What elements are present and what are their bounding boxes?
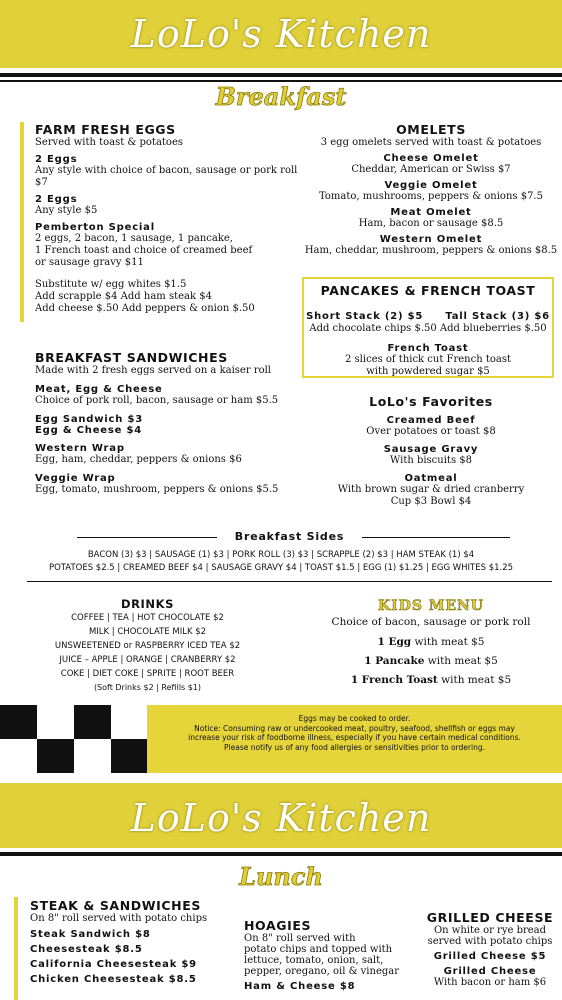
item-name: Egg & Cheese $4 xyxy=(35,425,142,436)
item-name: Western Wrap xyxy=(35,443,125,454)
item-desc: With brown sugar & dried cranberry xyxy=(337,484,525,495)
checkerboard-decoration xyxy=(0,705,147,773)
lunch-restaurant-title: LoLo's Kitchen xyxy=(130,796,432,840)
item-desc: 2 slices of thick cut French toast xyxy=(345,354,511,365)
eggs-title: FARM FRESH EGGS xyxy=(35,122,176,137)
notice-line: Eggs may be cooked to order. xyxy=(298,714,411,723)
sides-rule-left xyxy=(77,537,217,538)
item-desc: 2 eggs, 2 bacon, 1 sausage, 1 pancake, xyxy=(35,233,233,244)
notice-line: Notice: Consuming raw or undercooked meat, poultry, seafood, shellfish or eggs may xyxy=(194,723,515,733)
item-desc: With biscuits $8 xyxy=(390,455,472,466)
header-rule xyxy=(0,73,562,77)
omelets-desc: 3 egg omelets served with toast & potatoes xyxy=(320,137,542,148)
item-name: Veggie Omelet xyxy=(384,180,478,191)
short-stack: Short Stack (2) $5 xyxy=(306,311,424,322)
drinks-line: (Soft Drinks $2 | Refills $1) xyxy=(93,683,202,692)
kids-item-name: 1 Egg xyxy=(377,636,412,648)
food-safety-notice xyxy=(147,705,562,773)
kids-item-price: with meat $5 xyxy=(411,636,485,648)
hoagies-desc: potato chips and topped with xyxy=(244,944,393,955)
grilled-desc: served with potato chips xyxy=(427,936,553,947)
item-desc: 1 French toast and choice of creamed beef xyxy=(35,245,253,256)
substitute-line: Substitute w/ egg whites $1.5 xyxy=(35,279,187,290)
favorites-section xyxy=(300,394,562,508)
item-desc: Any style $5 xyxy=(35,205,98,216)
item-name: Pemberton Special xyxy=(35,222,155,233)
item-name: Chicken Cheesesteak $8.5 xyxy=(30,974,197,985)
eggs-desc: Served with toast & potatoes xyxy=(35,137,183,148)
kids-item-name: 1 French Toast xyxy=(350,674,438,686)
sides-row-2: POTATOES $2.5 | CREAMED BEEF $4 | SAUSAGE GRAVY $4 | TOAST $1.5 | EGG (1) $1.25 | EGG WHITES $1.25 xyxy=(48,563,514,573)
eggs-section xyxy=(35,122,305,315)
drinks-section xyxy=(30,597,265,695)
item-desc: Egg, ham, cheddar, peppers & onions $6 xyxy=(35,454,242,465)
hoagies-title: HOAGIES xyxy=(244,918,312,933)
item-name: Western Omelet xyxy=(379,234,483,245)
kids-item xyxy=(300,655,562,667)
omelets-title: OMELETS xyxy=(396,122,466,137)
kids-item-name: 1 Pancake xyxy=(364,655,425,667)
kids-item xyxy=(300,674,562,686)
item-desc: Tomato, mushrooms, peppers & onions $7.5 xyxy=(319,191,543,202)
substitute-line: Add scrapple $4 Add ham steak $4 xyxy=(35,291,212,302)
item-name: Cheesesteak $8.5 xyxy=(30,944,143,955)
hoagies-desc: pepper, oregano, oil & vinegar xyxy=(244,966,400,977)
item-desc: Any style with choice of bacon, sausage or pork roll $7 xyxy=(35,165,298,188)
sandwiches-desc: Made with 2 fresh eggs served on a kaiser roll xyxy=(35,365,272,376)
kids-title: KIDS MENU xyxy=(377,598,484,614)
sides-row-1: BACON (3) $3 | SAUSAGE (1) $3 | PORK ROLL (3) $3 | SCRAPPLE (2) $3 | HAM STEAK (1) $4 xyxy=(87,550,475,560)
item-name: California Cheesesteak $9 xyxy=(30,959,197,970)
kids-desc: Choice of bacon, sausage or pork roll xyxy=(331,616,531,628)
drinks-line: MILK | CHOCOLATE MILK $2 xyxy=(88,627,207,637)
kids-section xyxy=(300,598,562,686)
sides-title: Breakfast Sides xyxy=(234,530,345,543)
grilled-section xyxy=(418,910,562,988)
drinks-title: DRINKS xyxy=(120,597,175,611)
item-name: Sausage Gravy xyxy=(383,444,479,455)
item-desc: Choice of pork roll, bacon, sausage or ham $5.5 xyxy=(35,395,279,406)
item-name: Cheese Omelet xyxy=(383,153,479,164)
section-subtitle-breakfast: Breakfast xyxy=(215,82,347,111)
lunch-accent-bar xyxy=(14,897,18,1000)
steak-title: STEAK & SANDWICHES xyxy=(30,898,201,913)
drinks-line: UNSWEETENED or RASPBERRY ICED TEA $2 xyxy=(54,641,241,651)
steak-desc: On 8" roll served with potato chips xyxy=(30,913,208,924)
grilled-desc: On white or rye bread xyxy=(433,925,547,936)
item-desc: Over potatoes or toast $8 xyxy=(366,426,496,437)
section-subtitle-lunch: Lunch xyxy=(239,862,323,891)
pancakes-section xyxy=(304,283,552,378)
item-name: 2 Eggs xyxy=(35,194,78,205)
item-desc: Ham, bacon or sausage $8.5 xyxy=(358,218,504,229)
sandwiches-section xyxy=(35,350,300,496)
item-name: Meat Omelet xyxy=(390,207,472,218)
lunch-header-rule xyxy=(0,852,562,856)
item-desc: Egg, tomato, mushroom, peppers & onions $5.5 xyxy=(35,484,279,495)
steak-section xyxy=(30,898,240,985)
omelets-section xyxy=(300,122,562,257)
item-desc: Cheddar, American or Swiss $7 xyxy=(351,164,511,175)
notice-line: Please notify us of any food allergies or sensitivities prior to ordering. xyxy=(224,742,485,752)
hoagies-desc: lettuce, tomato, onion, salt, xyxy=(244,955,384,966)
sides-divider xyxy=(27,581,552,582)
tall-stack: Tall Stack (3) $6 xyxy=(445,311,550,322)
kids-item xyxy=(300,636,562,648)
item-name: Meat, Egg & Cheese xyxy=(35,384,163,395)
favorites-title: LoLo's Favorites xyxy=(369,394,493,409)
substitute-line: Add cheese $.50 Add peppers & onion $.50 xyxy=(35,303,255,314)
item-desc: Ham, cheddar, mushroom, peppers & onions $8.5 xyxy=(304,245,558,256)
sides-rule-right xyxy=(362,537,510,538)
item-name: Veggie Wrap xyxy=(35,473,116,484)
item-name: Grilled Cheese xyxy=(443,966,537,977)
item-desc: or sausage gravy $11 xyxy=(35,257,144,268)
pancakes-title: PANCAKES & FRENCH TOAST xyxy=(320,283,536,298)
item-name: Oatmeal xyxy=(404,473,458,484)
item-name: Creamed Beef xyxy=(386,415,476,426)
item-name: Grilled Cheese $5 xyxy=(433,951,547,962)
item-desc: With bacon or ham $6 xyxy=(433,977,547,988)
kids-item-price: with meat $5 xyxy=(437,674,512,686)
item-name: French Toast xyxy=(387,343,469,354)
item-desc: Cup $3 Bowl $4 xyxy=(390,496,472,507)
drinks-line: COKE | DIET COKE | SPRITE | ROOT BEER xyxy=(60,669,235,679)
hoagies-section xyxy=(244,918,414,992)
pancakes-addons: Add chocolate chips $.50 Add blueberries $.50 xyxy=(309,323,547,334)
hoagies-desc: On 8" roll served with xyxy=(244,933,356,944)
grilled-title: GRILLED CHEESE xyxy=(426,910,554,925)
item-name: Ham & Cheese $8 xyxy=(244,981,356,992)
item-name: 2 Eggs xyxy=(35,154,78,165)
notice-line: increase your risk of foodborne illness, especially if you have certain medical conditions. xyxy=(188,733,521,742)
sandwiches-title: BREAKFAST SANDWICHES xyxy=(35,350,228,365)
item-name: Egg Sandwich $3 xyxy=(35,414,143,425)
restaurant-title: LoLo's Kitchen xyxy=(130,12,432,56)
accent-bar xyxy=(20,122,24,322)
kids-item-price: with meat $5 xyxy=(424,655,498,667)
drinks-line: COFFEE | TEA | HOT CHOCOLATE $2 xyxy=(71,613,224,623)
item-desc: with powdered sugar $5 xyxy=(366,366,490,377)
drinks-line: JUICE – APPLE | ORANGE | CRANBERRY $2 xyxy=(59,655,236,665)
item-name: Steak Sandwich $8 xyxy=(30,929,151,940)
